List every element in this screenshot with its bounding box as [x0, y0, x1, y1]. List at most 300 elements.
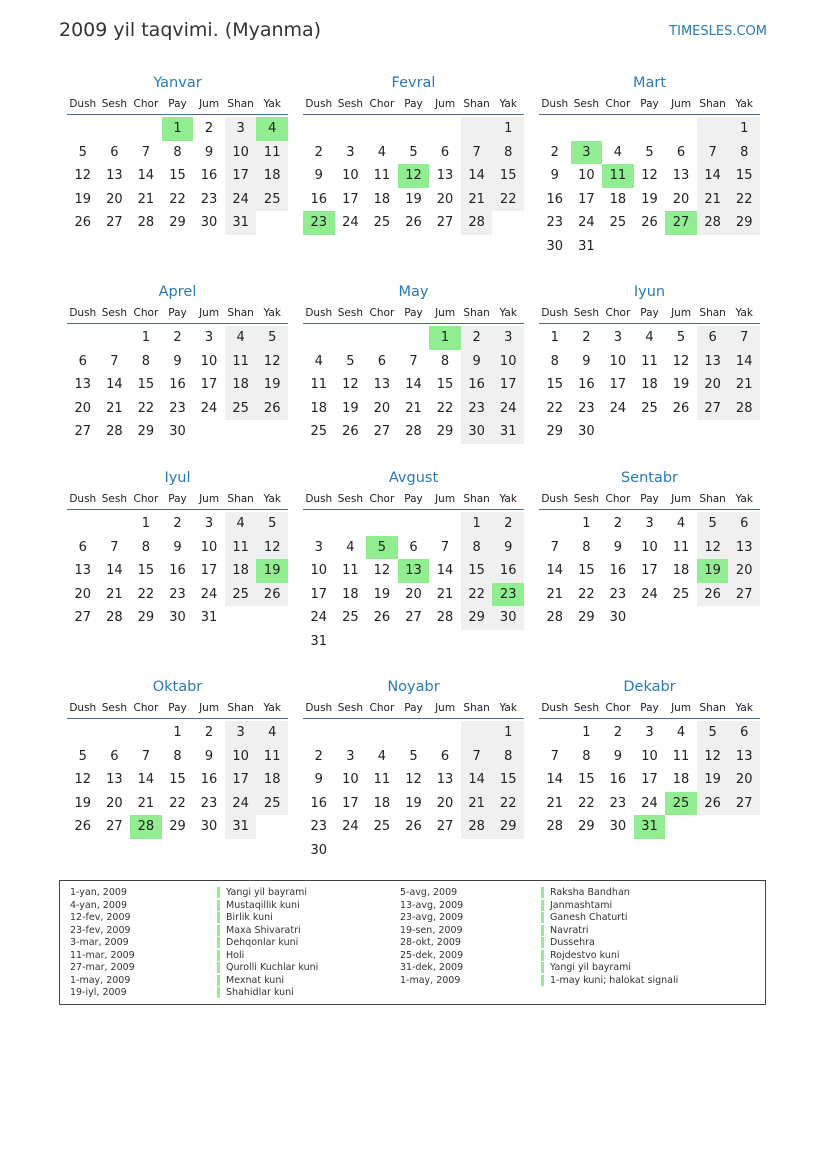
day-cell: 25: [342, 610, 359, 626]
day-cell: 8: [141, 539, 151, 555]
day-cell: 2: [582, 330, 591, 345]
day-cell: 17: [200, 563, 218, 579]
weekday-label: Yak: [263, 702, 281, 714]
day-cell: 4: [225, 512, 257, 536]
legend-row: [70, 937, 135, 950]
month-name: Oktabr: [152, 679, 203, 695]
day-cell: 28: [546, 610, 564, 626]
empty-cell: [303, 512, 335, 536]
weekday-label: Dush: [69, 98, 97, 110]
day-cell: 12: [405, 772, 422, 788]
weekday-label: Yak: [735, 307, 753, 319]
day-cell: 5: [256, 326, 288, 350]
day-cell: 11: [602, 164, 634, 188]
day-cell: 19: [641, 191, 658, 207]
day-cell: 7: [110, 539, 119, 555]
empty-cell: [634, 606, 666, 630]
weekday-label: Sesh: [337, 98, 363, 110]
day-cell: 16: [461, 373, 493, 397]
holiday-date: 23-fev, 2009: [70, 924, 131, 936]
empty-cell: [461, 839, 493, 863]
empty-cell: [398, 512, 430, 536]
day-cell: 2: [204, 121, 214, 136]
empty-cell: [492, 630, 524, 654]
day-cell: 16: [200, 772, 218, 788]
day-cell: 6: [78, 539, 87, 555]
legend-row: [70, 962, 135, 975]
day-cell: 8: [550, 353, 559, 369]
day-cell: 1: [173, 725, 182, 740]
legend-row: [541, 975, 678, 988]
day-cell: 11: [373, 772, 391, 788]
day-cell: 17: [578, 191, 595, 207]
weekday-label: Jum: [435, 702, 456, 714]
month-name: Yanvar: [153, 75, 202, 91]
days-grid: [539, 721, 760, 839]
empty-cell: [398, 117, 430, 141]
day-cell: 31: [578, 238, 595, 254]
empty-cell: [398, 721, 430, 745]
legend-row: [70, 987, 135, 1000]
day-cell: 12: [641, 168, 658, 184]
empty-cell: [130, 721, 162, 745]
day-cell: 4: [346, 539, 355, 555]
day-cell: 25: [256, 188, 288, 212]
day-cell: 27: [405, 610, 422, 626]
weekday-label: Chor: [133, 98, 159, 110]
day-cell: 19: [697, 768, 729, 792]
day-cell: 17: [641, 772, 658, 788]
day-cell: 12: [342, 377, 359, 393]
day-cell: 1: [429, 326, 461, 350]
legend-row: [70, 900, 135, 913]
day-cell: 16: [492, 559, 524, 583]
holiday-name: Birlik kuni: [217, 912, 273, 923]
day-cell: 23: [492, 583, 524, 607]
legend-row: [541, 925, 678, 938]
day-cell: 1: [141, 330, 151, 345]
holiday-date: 25-dek, 2009: [400, 949, 464, 961]
days-grid: [67, 512, 288, 630]
day-cell: 17: [641, 563, 658, 579]
day-cell: 17: [342, 191, 359, 207]
day-cell: 19: [697, 559, 729, 583]
day-cell: 9: [314, 168, 323, 184]
legend-row: [217, 912, 318, 925]
day-cell: 9: [492, 536, 524, 560]
weekday-label: Pay: [168, 98, 187, 110]
weekday-label: Jum: [435, 307, 456, 319]
weekday-label: Pay: [640, 493, 659, 505]
weekday-label: Jum: [671, 98, 692, 110]
day-cell: 4: [256, 117, 288, 141]
day-cell: 14: [137, 772, 155, 788]
day-cell: 18: [373, 191, 391, 207]
days-grid: [67, 326, 288, 444]
day-cell: 8: [461, 536, 493, 560]
weekday-label: Chor: [133, 307, 159, 319]
month-fevral: [303, 72, 524, 235]
day-cell: 22: [728, 188, 760, 212]
day-cell: 14: [106, 377, 123, 393]
legend-row: [400, 925, 463, 938]
holiday-date: 19-iyl, 2009: [70, 987, 127, 998]
day-cell: 19: [342, 400, 359, 416]
day-cell: 9: [173, 539, 182, 555]
day-cell: 2: [613, 516, 623, 531]
day-cell: 25: [310, 424, 328, 440]
day-cell: 17: [609, 377, 627, 393]
empty-cell: [366, 721, 398, 745]
month-iyul: [67, 467, 288, 630]
day-cell: 4: [377, 144, 387, 160]
day-cell: 18: [310, 400, 328, 416]
day-cell: 13: [672, 168, 690, 184]
day-cell: 27: [728, 583, 760, 607]
weekday-label: Shan: [463, 493, 490, 505]
weekday-label: Dush: [305, 702, 333, 714]
day-cell: 2: [492, 512, 524, 536]
day-cell: 21: [546, 795, 564, 811]
weekday-label: Yak: [499, 702, 517, 714]
legend-row: [70, 925, 135, 938]
day-cell: 23: [169, 400, 186, 416]
empty-cell: [492, 839, 524, 863]
day-cell: 4: [645, 330, 654, 345]
day-cell: 20: [74, 400, 92, 416]
day-cell: 14: [137, 168, 155, 184]
day-cell: 29: [728, 211, 760, 235]
empty-cell: [697, 235, 729, 259]
day-cell: 2: [204, 725, 214, 740]
month-noyabr: [303, 676, 524, 863]
day-cell: 30: [609, 819, 627, 835]
day-cell: 25: [373, 215, 391, 231]
day-cell: 19: [405, 191, 422, 207]
day-cell: 13: [728, 536, 760, 560]
day-cell: 6: [78, 353, 87, 369]
day-cell: 7: [409, 353, 418, 369]
legend-left-names: [217, 887, 318, 1000]
day-cell: 20: [74, 586, 92, 602]
day-cell: 21: [461, 188, 493, 212]
day-cell: 21: [461, 792, 493, 816]
day-cell: 13: [436, 168, 454, 184]
holiday-date: 11-mar, 2009: [70, 949, 135, 961]
month-iyun: [539, 281, 760, 444]
day-cell: 18: [672, 563, 690, 579]
day-cell: 10: [225, 141, 257, 165]
empty-cell: [303, 721, 335, 745]
day-cell: 17: [310, 586, 328, 602]
holiday-date: 23-avg, 2009: [400, 912, 464, 923]
day-cell: 26: [74, 215, 92, 231]
empty-cell: [665, 117, 697, 141]
weekday-label: Sesh: [573, 307, 599, 319]
day-cell: 22: [546, 400, 564, 416]
day-cell: 12: [398, 164, 430, 188]
day-cell: 3: [492, 326, 524, 350]
day-cell: 5: [409, 144, 418, 160]
day-cell: 2: [314, 748, 323, 764]
day-cell: 13: [373, 377, 391, 393]
holiday-name: Holi: [217, 950, 244, 961]
legend-row: [541, 950, 678, 963]
legend-row: [541, 900, 678, 913]
holiday-name: Maxa Shivaratri: [217, 925, 301, 936]
day-cell: 27: [665, 211, 697, 235]
day-cell: 21: [436, 586, 454, 602]
day-cell: 13: [74, 563, 92, 579]
day-cell: 22: [137, 586, 155, 602]
day-cell: 1: [582, 725, 591, 740]
legend-row: [400, 937, 463, 950]
day-cell: 5: [409, 748, 418, 764]
day-cell: 27: [106, 215, 123, 231]
day-cell: 9: [204, 748, 214, 764]
month-mart: [539, 72, 760, 259]
day-cell: 29: [546, 424, 564, 440]
day-cell: 4: [676, 516, 686, 531]
month-name: Sentabr: [620, 470, 679, 486]
day-cell: 16: [310, 795, 328, 811]
day-cell: 12: [373, 563, 391, 579]
day-cell: 10: [310, 563, 328, 579]
weekday-label: Shan: [463, 307, 490, 319]
weekday-label: Shan: [699, 98, 726, 110]
day-cell: 18: [256, 768, 288, 792]
day-cell: 24: [492, 397, 524, 421]
holiday-name: Mustaqillik kuni: [217, 900, 300, 911]
day-cell: 19: [405, 795, 422, 811]
day-cell: 21: [697, 188, 729, 212]
weekday-label: Sesh: [101, 307, 127, 319]
empty-cell: [728, 235, 760, 259]
legend-row: [217, 950, 318, 963]
day-cell: 7: [141, 144, 151, 160]
weekday-label: Jum: [671, 493, 692, 505]
empty-cell: [225, 420, 257, 444]
day-cell: 17: [200, 377, 218, 393]
day-cell: 27: [436, 819, 454, 835]
day-cell: 11: [373, 168, 391, 184]
day-cell: 23: [200, 191, 218, 207]
weekday-label: Sesh: [101, 702, 127, 714]
weekday-label: Yak: [735, 702, 753, 714]
weekday-label: Pay: [404, 493, 423, 505]
day-cell: 26: [697, 583, 729, 607]
day-cell: 13: [728, 745, 760, 769]
weekday-label: Yak: [499, 493, 517, 505]
weekday-label: Sesh: [573, 702, 599, 714]
day-cell: 10: [200, 353, 218, 369]
weekday-label: Dush: [69, 493, 97, 505]
day-cell: 18: [225, 373, 257, 397]
day-cell: 18: [373, 795, 391, 811]
weekday-label: Chor: [369, 493, 395, 505]
legend-right-dates: [400, 887, 463, 987]
day-cell: 8: [582, 539, 591, 555]
weekday-header: [67, 94, 288, 115]
empty-cell: [256, 420, 288, 444]
days-grid: [67, 117, 288, 235]
empty-cell: [728, 815, 760, 839]
day-cell: 18: [342, 586, 359, 602]
legend-row: [400, 887, 463, 900]
day-cell: 26: [342, 424, 359, 440]
day-cell: 3: [314, 539, 323, 555]
weekday-label: Shan: [699, 493, 726, 505]
day-cell: 15: [578, 563, 595, 579]
day-cell: 30: [310, 842, 328, 858]
day-cell: 8: [728, 141, 760, 165]
day-cell: 3: [204, 330, 214, 345]
month-name: Dekabr: [623, 679, 676, 695]
day-cell: 23: [546, 215, 564, 231]
weekday-label: Shan: [699, 702, 726, 714]
day-cell: 3: [225, 117, 257, 141]
day-cell: 11: [256, 141, 288, 165]
holiday-date: 1-may, 2009: [400, 974, 461, 986]
empty-cell: [429, 721, 461, 745]
day-cell: 29: [169, 819, 186, 835]
weekday-header: [67, 303, 288, 324]
days-grid: [539, 512, 760, 630]
day-cell: 26: [672, 400, 690, 416]
weekday-label: Shan: [463, 98, 490, 110]
legend-row: [70, 887, 135, 900]
empty-cell: [429, 630, 461, 654]
day-cell: 1: [550, 330, 559, 345]
holiday-date: 5-avg, 2009: [400, 887, 458, 898]
empty-cell: [461, 117, 493, 141]
day-cell: 25: [225, 583, 257, 607]
day-cell: 6: [110, 144, 119, 160]
weekday-label: Sesh: [573, 98, 599, 110]
holiday-date: 1-may, 2009: [70, 974, 131, 986]
weekday-label: Dush: [305, 493, 333, 505]
day-cell: 15: [492, 768, 524, 792]
weekday-label: Pay: [640, 702, 659, 714]
day-cell: 6: [697, 326, 729, 350]
day-cell: 4: [613, 144, 623, 160]
day-cell: 8: [492, 745, 524, 769]
day-cell: 30: [609, 610, 627, 626]
site-link[interactable]: TIMESLES.COM: [669, 24, 767, 39]
day-cell: 11: [225, 350, 257, 374]
day-cell: 8: [173, 144, 182, 160]
day-cell: 11: [310, 377, 328, 393]
day-cell: 28: [697, 211, 729, 235]
empty-cell: [728, 420, 760, 444]
day-cell: 9: [204, 144, 214, 160]
day-cell: 27: [106, 819, 123, 835]
day-cell: 31: [492, 420, 524, 444]
day-cell: 7: [697, 141, 729, 165]
legend-row: [217, 975, 318, 988]
weekday-label: Jum: [199, 493, 220, 505]
empty-cell: [335, 512, 367, 536]
day-cell: 9: [461, 350, 493, 374]
day-cell: 20: [728, 559, 760, 583]
empty-cell: [398, 839, 430, 863]
weekday-label: Chor: [133, 493, 159, 505]
legend-row: [217, 962, 318, 975]
day-cell: 10: [225, 745, 257, 769]
day-cell: 5: [256, 512, 288, 536]
day-cell: 22: [461, 583, 493, 607]
day-cell: 29: [137, 610, 155, 626]
day-cell: 3: [645, 516, 654, 531]
empty-cell: [99, 721, 131, 745]
day-cell: 15: [137, 377, 155, 393]
empty-cell: [665, 606, 697, 630]
legend-row: [400, 962, 463, 975]
day-cell: 18: [256, 164, 288, 188]
weekday-label: Dush: [69, 307, 97, 319]
day-cell: 15: [578, 772, 595, 788]
empty-cell: [461, 721, 493, 745]
empty-cell: [602, 235, 634, 259]
empty-cell: [67, 721, 99, 745]
empty-cell: [697, 420, 729, 444]
weekday-label: Chor: [605, 493, 631, 505]
day-cell: 2: [173, 516, 182, 531]
empty-cell: [366, 326, 398, 350]
day-cell: 1: [582, 516, 591, 531]
weekday-label: Jum: [435, 493, 456, 505]
page-title: 2009 yil taqvimi. (Myanma): [59, 19, 322, 41]
month-avgust: [303, 467, 524, 654]
empty-cell: [697, 815, 729, 839]
day-cell: 21: [137, 191, 155, 207]
empty-cell: [429, 839, 461, 863]
weekday-label: Yak: [263, 98, 281, 110]
holiday-date: 4-yan, 2009: [70, 899, 127, 911]
weekday-label: Jum: [199, 702, 220, 714]
day-cell: 23: [609, 586, 627, 602]
day-cell: 6: [440, 144, 450, 160]
weekday-label: Pay: [168, 493, 187, 505]
empty-cell: [366, 117, 398, 141]
days-grid: [303, 512, 524, 654]
day-cell: 29: [137, 424, 155, 440]
day-cell: 25: [373, 819, 391, 835]
day-cell: 27: [728, 792, 760, 816]
legend-row: [217, 887, 318, 900]
empty-cell: [571, 117, 603, 141]
day-cell: 30: [492, 606, 524, 630]
day-cell: 25: [641, 400, 658, 416]
days-grid: [303, 721, 524, 863]
day-cell: 10: [342, 772, 359, 788]
holiday-name: Yangi yil bayrami: [217, 887, 307, 898]
holiday-date: 3-mar, 2009: [70, 937, 129, 948]
weekday-header: [303, 489, 524, 510]
day-cell: 3: [346, 144, 355, 160]
day-cell: 21: [137, 795, 155, 811]
day-cell: 13: [74, 377, 92, 393]
day-cell: 6: [676, 144, 686, 160]
day-cell: 5: [676, 330, 686, 345]
days-grid: [303, 117, 524, 235]
day-cell: 15: [728, 164, 760, 188]
empty-cell: [99, 117, 131, 141]
empty-cell: [366, 630, 398, 654]
day-cell: 24: [200, 400, 218, 416]
day-cell: 30: [200, 215, 218, 231]
day-cell: 7: [461, 745, 493, 769]
